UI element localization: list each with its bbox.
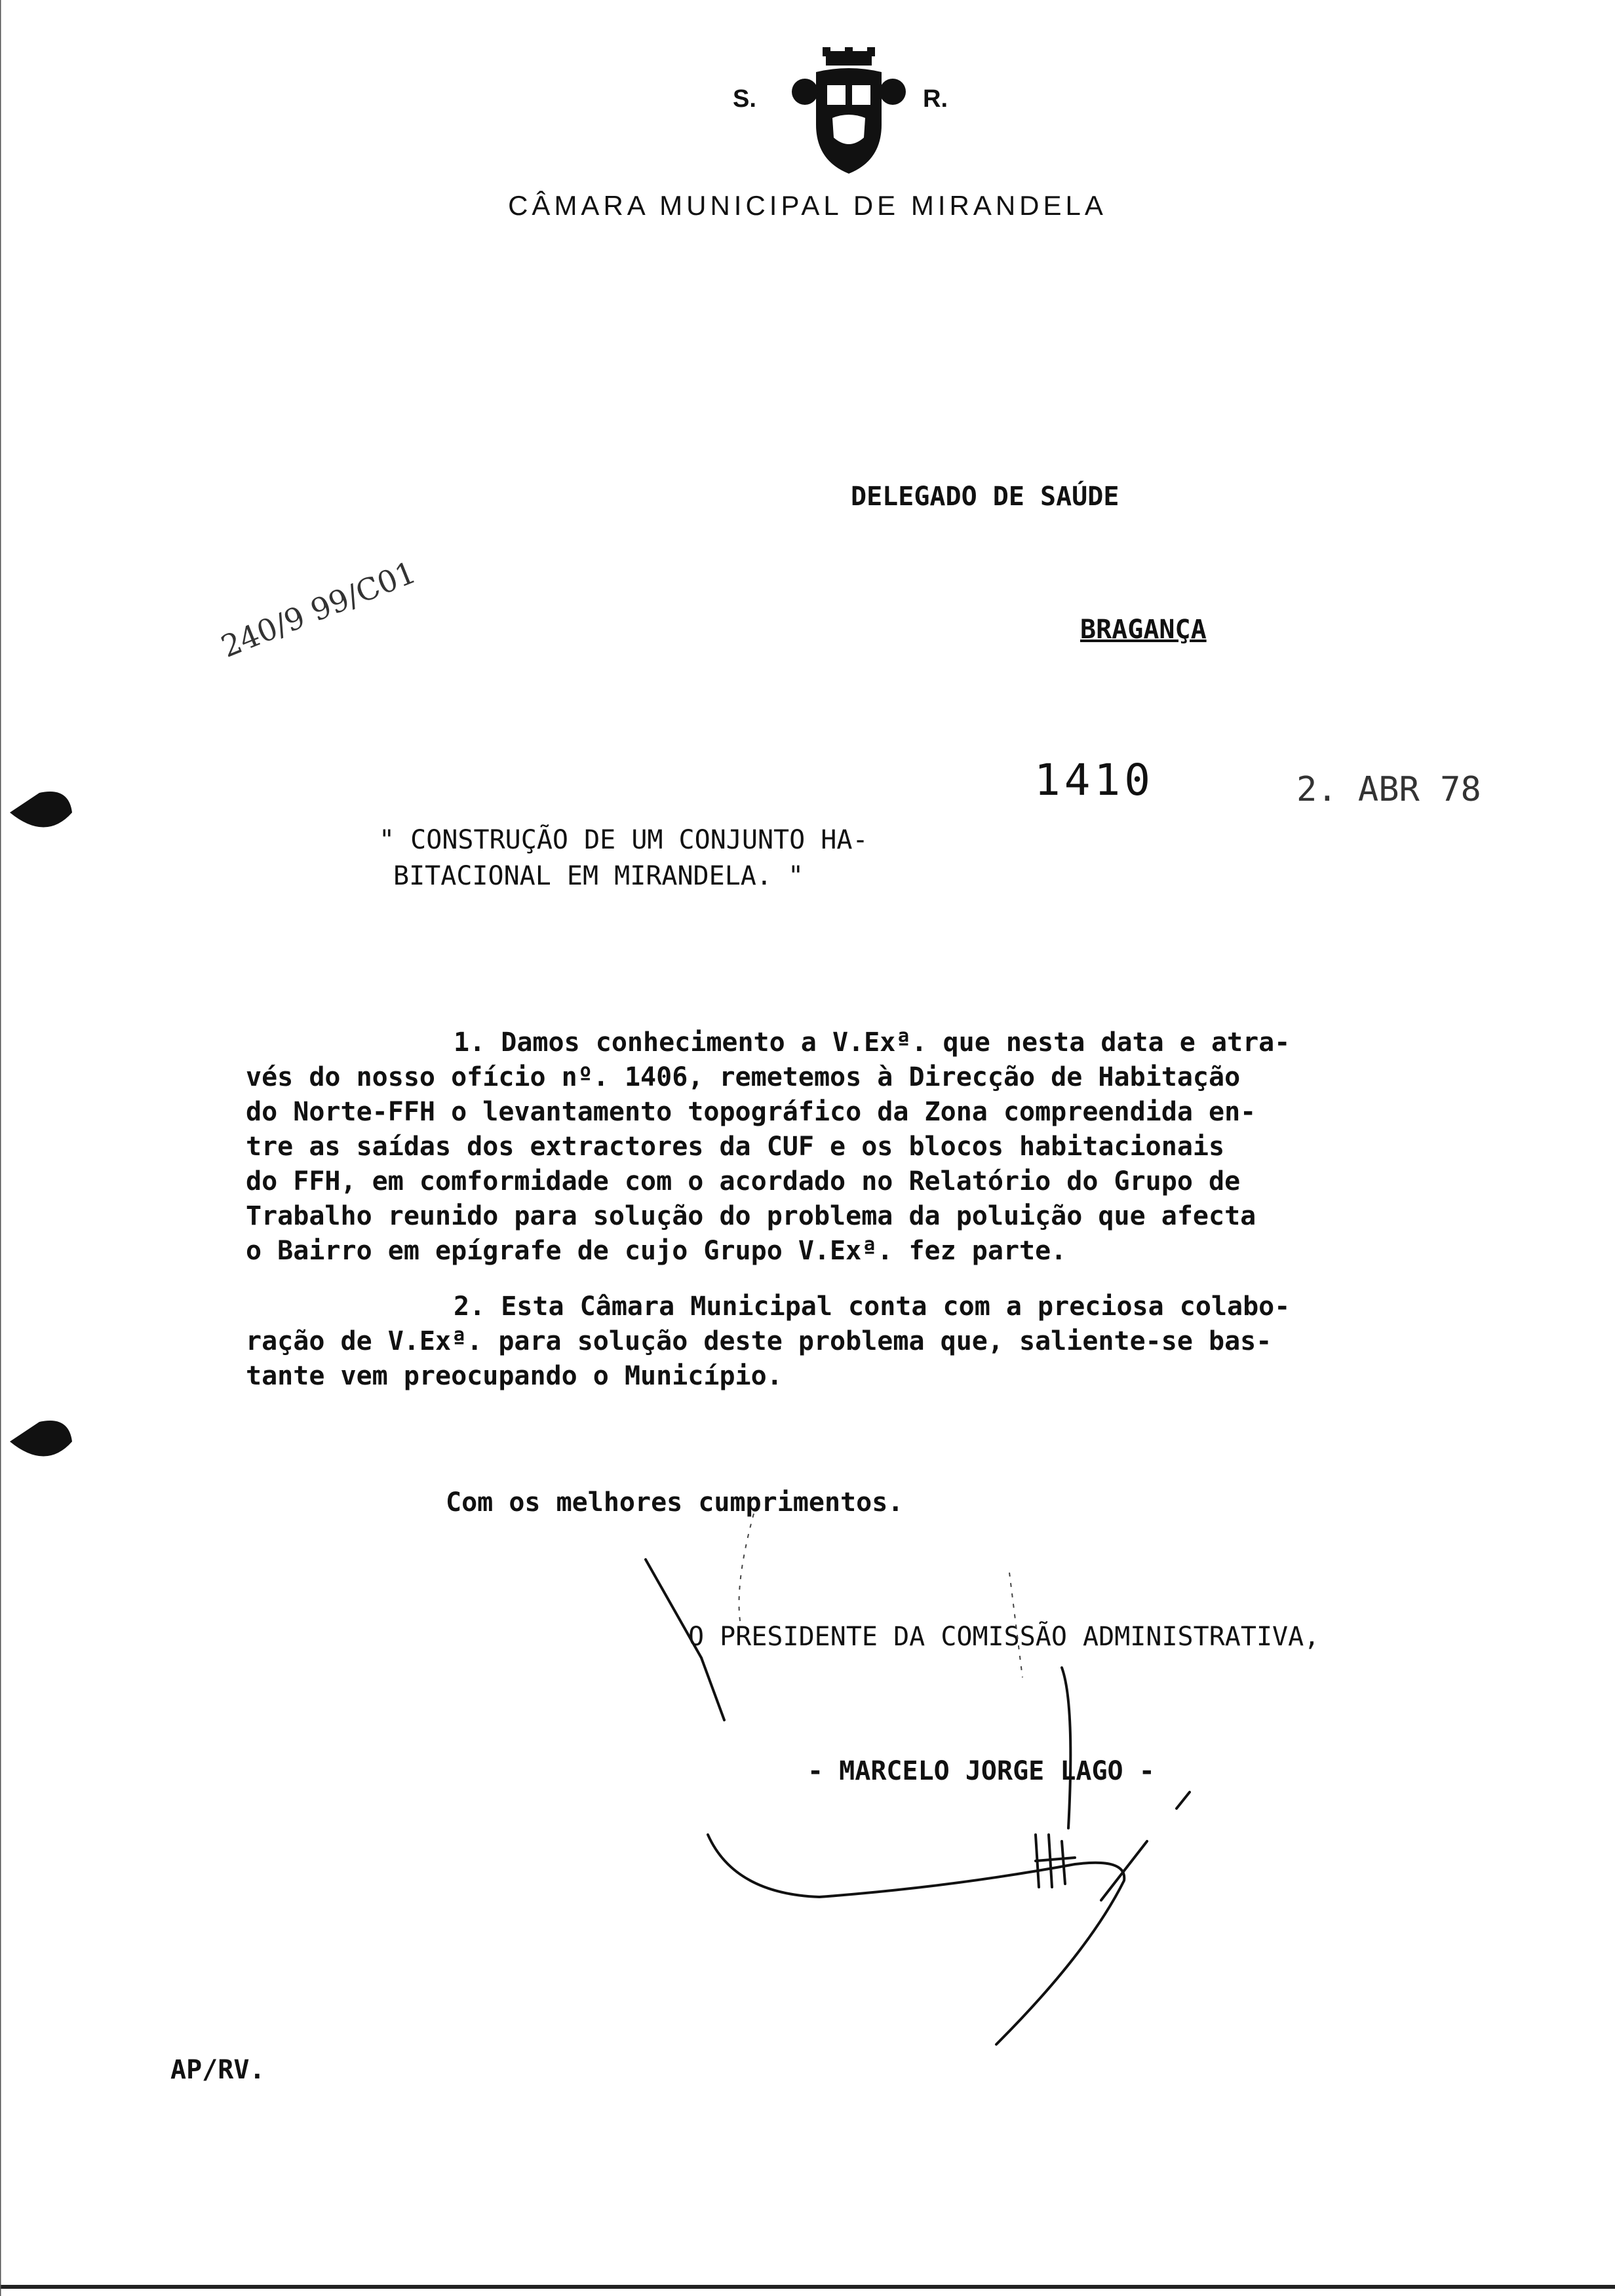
para1-line4: tre as saídas dos extractores da CUF e os blocos habitacionais <box>246 1132 1225 1162</box>
reference-initials: AP/RV. <box>170 2055 265 2085</box>
institution-name: CÂMARA MUNICIPAL DE MIRANDELA <box>508 190 1107 221</box>
registry-number-stamp: 1410 <box>1034 755 1154 805</box>
recipient-line2: BRAGANÇA <box>1080 615 1207 645</box>
para1-line2: vés do nosso ofício nº. 1406, remetemos à Direcção de Habitação <box>246 1062 1241 1092</box>
closing-salutation: Com os melhores cumprimentos. <box>446 1487 904 1518</box>
subject-line1: " CONSTRUÇÃO DE UM CONJUNTO HA- <box>379 825 868 855</box>
registry-date-stamp: 2. ABR 78 <box>1296 770 1481 809</box>
para1-line7: o Bairro em epígrafe de cujo Grupo V.Exª. fez parte. <box>246 1236 1067 1266</box>
letterhead-right-initial: R. <box>923 85 948 113</box>
para2-line3: tante vem preocupando o Município. <box>246 1361 783 1391</box>
para1-line3: do Norte-FFH o levantamento topográfico da Zona compreendida en- <box>246 1097 1256 1127</box>
para2-line2: ração de V.Exª. para solução deste problema que, saliente-se bas- <box>246 1326 1272 1356</box>
subject-line2: BITACIONAL EM MIRANDELA. " <box>393 861 804 891</box>
para1-line6: Trabalho reunido para solução do problema da poluição que afecta <box>246 1201 1256 1231</box>
para1-line5: do FFH, em comformidade com o acordado no Relatório do Grupo de <box>246 1166 1241 1196</box>
para1-line1: 1. Damos conhecimento a V.Exª. que nesta data e atra- <box>454 1027 1291 1058</box>
letterhead-left-initial: S. <box>733 85 756 113</box>
recipient-line1: DELEGADO DE SAÚDE <box>851 482 1119 512</box>
para2-line1: 2. Esta Câmara Municipal conta com a preciosa colabo- <box>454 1292 1291 1322</box>
signatory-name: - MARCELO JORGE LAGO - <box>808 1756 1155 1786</box>
signatory-title: O PRESIDENTE DA COMISSÃO ADMINISTRATIVA, <box>688 1622 1320 1652</box>
handwritten-reference: 240/9 99/C01 <box>216 554 421 664</box>
